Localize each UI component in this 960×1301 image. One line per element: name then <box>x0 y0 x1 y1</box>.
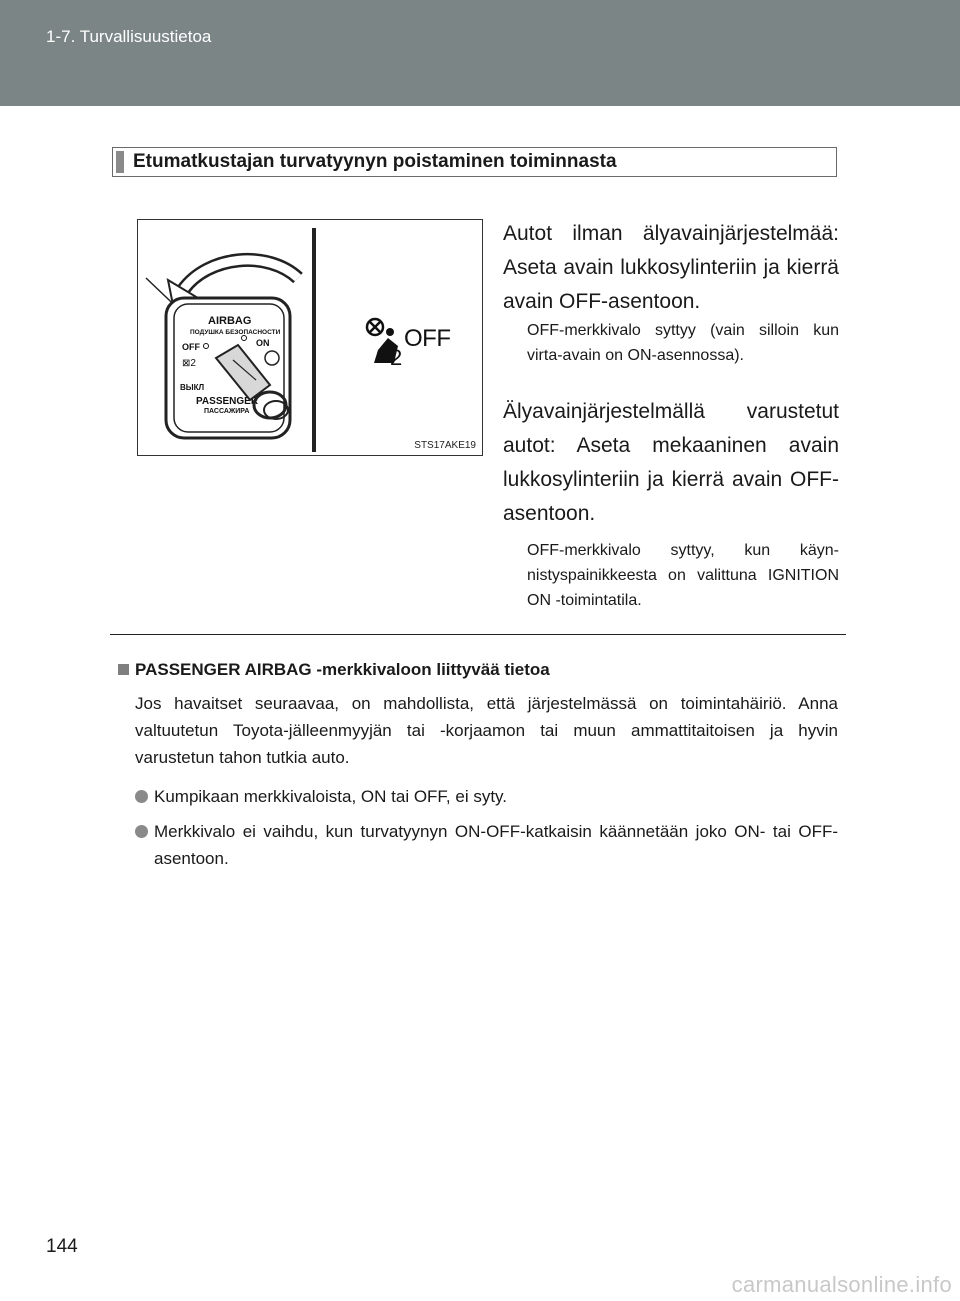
bullet-dot-icon <box>135 790 148 803</box>
info-heading-text: PASSENGER AIRBAG -merkkivaloon liittyvää tietoa <box>135 660 550 679</box>
list-item <box>135 783 838 810</box>
section-title: Etumatkustajan turvatyynyn poistaminen toiminnasta <box>133 151 617 172</box>
section-divider <box>110 634 846 635</box>
heading-square-icon <box>118 664 129 675</box>
smart-key-note <box>527 538 839 613</box>
switch-airbag-text: AIRBAG <box>208 315 252 327</box>
airbag-switch-figure <box>137 219 483 456</box>
no-smart-key-note-text: OFF-merkkivalo syttyy (vain silloin kun virta-avain on ON-asennossa). <box>527 322 839 364</box>
list-item-text: Kumpikaan merkkivaloista, ON tai OFF, ei syty. <box>154 787 508 806</box>
no-smart-key-text: Autot ilman älyavainjärjestelmää: Aseta avain lukkosylinteriin ja kierrä avain OFF-asentoon. <box>503 222 839 313</box>
list-item <box>135 818 838 872</box>
page-number: 144 <box>46 1236 78 1257</box>
switch-off-text: OFF <box>182 342 200 352</box>
switch-passenger-text: PASSENGER <box>196 396 259 407</box>
info-body: Jos havaitset seuraavaa, on mahdollista, että järjestelmässä on toimintahäiriö. Anna valtuutetun Toyota-jälleenmyyjän tai -korjaamon tai muun ammattitaitoisen ja hyvin varustetun tahon tutkia auto. <box>135 694 838 767</box>
no-smart-key-instruction <box>503 217 839 319</box>
no-smart-key-note <box>527 318 839 368</box>
section-title-box <box>112 147 837 177</box>
info-heading <box>118 660 550 680</box>
switch-russian-off-text: ВЫКЛ <box>180 383 205 392</box>
svg-text:2: 2 <box>390 345 403 370</box>
chapter-label: 1-7. Turvallisuustietoa <box>46 27 212 46</box>
list-item-text: Merkkivalo ei vaihdu, kun turvatyynyn ON-OFF-katkaisin käännetään joko ON- tai OFF-asentoon. <box>154 822 838 868</box>
smart-key-text: Älyavainjärjestelmällä varustetut autot: Aseta mekaaninen avain lukkosylinteriin ja kierrä avain OFF-asentoon. <box>503 400 839 525</box>
smart-key-note-text: OFF-merkkivalo syttyy, kun käynnistyspainikkeesta on valittuna IGNITION ON -toimintatila. <box>527 542 839 609</box>
off-indicator-label: OFF <box>404 325 451 352</box>
svg-text:⊠2: ⊠2 <box>182 358 196 369</box>
smart-key-instruction <box>503 395 839 531</box>
figure-code: STS17AKE19 <box>414 440 476 451</box>
switch-russian-top-text: ПОДУШКА БЕЗОПАСНОСТИ <box>190 329 281 336</box>
title-accent-bar <box>116 151 124 173</box>
switch-russian-passenger-text: ПАССАЖИРА <box>204 408 250 415</box>
passenger-airbag-off-icon <box>367 319 402 370</box>
switch-on-text: ON <box>256 338 270 348</box>
page-header <box>0 0 960 106</box>
bullet-dot-icon <box>135 825 148 838</box>
watermark: carmanualsonline.info <box>731 1272 952 1297</box>
